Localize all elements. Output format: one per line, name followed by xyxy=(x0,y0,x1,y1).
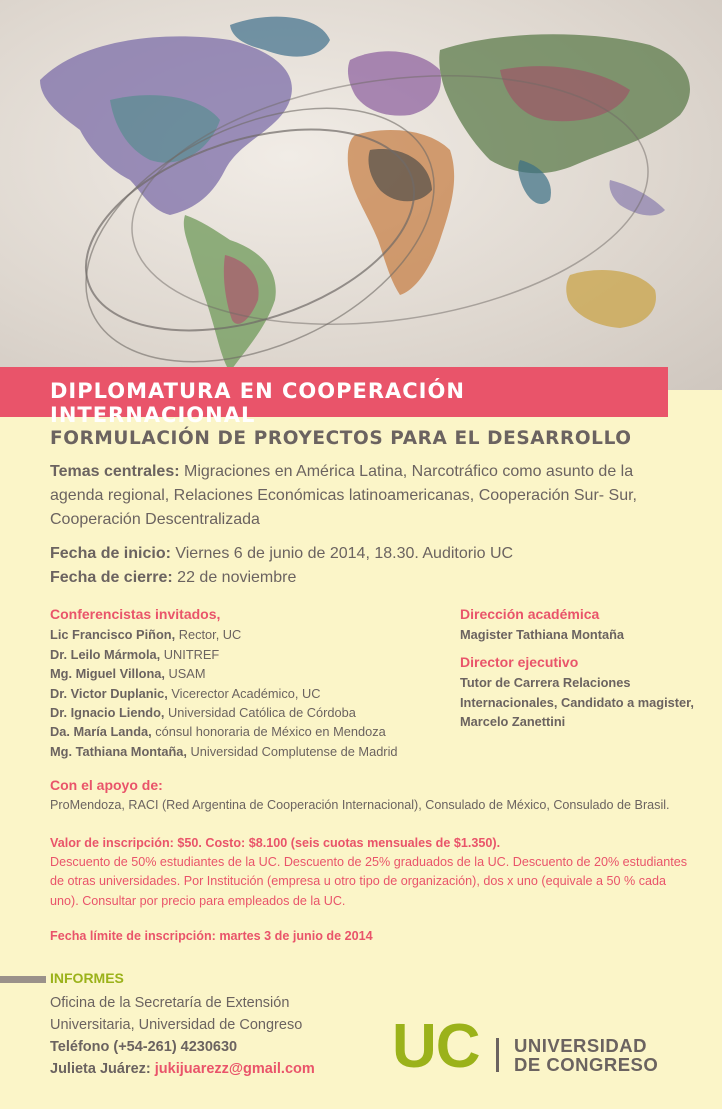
speaker-item xyxy=(50,742,450,761)
program-title-banner xyxy=(0,367,668,427)
end-date-value: 22 de noviembre xyxy=(172,569,297,586)
world-map-illustration xyxy=(0,0,722,390)
speaker-item xyxy=(50,703,450,722)
contact-email-link[interactable]: jukijuarezz@gmail.com xyxy=(154,1061,315,1077)
dates-block xyxy=(50,542,690,590)
support-text: ProMendoza, RACI (Red Argentina de Cooperación Internacional), Consulado de México, Consulado de Brasil. xyxy=(50,798,670,812)
support-heading: Con el apoyo de: xyxy=(50,777,163,793)
academic-direction-value: Magister Tathiana Montaña xyxy=(460,627,625,643)
support-block xyxy=(50,776,710,815)
start-date-value: Viernes 6 de junio de 2014, 18.30. Auditorio UC xyxy=(170,545,514,562)
academic-direction xyxy=(460,605,700,645)
speaker-item xyxy=(50,625,450,644)
speaker-role: Rector, UC xyxy=(175,627,242,643)
academic-direction-heading: Dirección académica xyxy=(460,606,600,622)
program-subtitle: FORMULACIÓN DE PROYECTOS PARA EL DESARROLLO xyxy=(50,428,632,449)
speaker-name: Da. María Landa, xyxy=(50,724,152,740)
speaker-item xyxy=(50,645,450,664)
speaker-role: cónsul honoraria de México en Mendoza xyxy=(151,724,386,740)
speakers-list xyxy=(50,605,450,761)
start-date-line xyxy=(50,542,690,566)
speakers-heading: Conferencistas invitados, xyxy=(50,606,221,622)
contact-block xyxy=(50,992,390,1080)
speaker-name: Lic Francisco Piñon, xyxy=(50,627,176,643)
end-date-label: Fecha de cierre: xyxy=(50,569,173,586)
logo-separator xyxy=(496,1038,499,1072)
university-logo xyxy=(392,1014,692,1084)
topics-label: Temas centrales: xyxy=(50,463,180,480)
office-line-2: Universitaria, Universidad de Congreso xyxy=(50,1017,303,1033)
informes-marker xyxy=(0,976,46,983)
topics-paragraph xyxy=(50,460,690,532)
speaker-name: Dr. Leilo Mármola, xyxy=(50,646,161,662)
speaker-item xyxy=(50,664,450,683)
start-date-label: Fecha de inicio: xyxy=(50,545,171,562)
executive-direction-value: Tutor de Carrera Relaciones Internacionales, Candidato a magister, Marcelo Zanettini xyxy=(460,675,694,730)
program-title: DIPLOMATURA EN COOPERACIÓN INTERNACIONAL xyxy=(50,379,465,427)
topics-text: Migraciones en América Latina, Narcotráfico como asunto de la agenda regional, Relaciones Económicas latinoamericanas, Cooperación Sur- Sur, Cooperación Descentralizada xyxy=(50,463,637,528)
end-date-line xyxy=(50,566,690,590)
contact-name: Julieta Juárez: xyxy=(50,1061,151,1077)
speaker-role: Universidad Católica de Córdoba xyxy=(164,705,356,721)
fee-details: Descuento de 50% estudiantes de la UC. Descuento de 25% graduados de la UC. Descuento de 20% estudiantes de otras universidades. Por Institución (empresa u otro tipo de organización), dos x uno (equivale a 50 % cada uno). Consultar por precio para empleados de la UC. xyxy=(50,855,688,908)
office-line-1: Oficina de la Secretaría de Extensión xyxy=(50,995,290,1011)
informes-title: INFORMES xyxy=(50,970,124,986)
logo-name xyxy=(514,1036,658,1074)
world-map-image xyxy=(0,0,722,390)
fee-block xyxy=(50,834,690,911)
email-line xyxy=(50,1058,390,1080)
phone-line: Teléfono (+54-261) 4230630 xyxy=(50,1039,238,1055)
direction-block xyxy=(460,605,700,739)
speaker-name: Dr. Victor Duplanic, xyxy=(50,685,168,701)
logo-name-line-2: DE CONGRESO xyxy=(514,1054,659,1075)
executive-direction-heading: Director ejecutivo xyxy=(460,653,579,670)
speaker-role: UNITREF xyxy=(160,646,220,662)
speaker-name: Dr. Ignacio Liendo, xyxy=(50,705,165,721)
logo-mark: UC xyxy=(392,1012,480,1081)
speaker-role: USAM xyxy=(164,666,206,682)
speaker-name: Mg. Tathiana Montaña, xyxy=(50,743,187,759)
speaker-role: Universidad Complutense de Madrid xyxy=(186,743,398,759)
registration-deadline: Fecha límite de inscripción: martes 3 de junio de 2014 xyxy=(50,929,373,943)
fee-headline: Valor de inscripción: $50. Costo: $8.100 (seis cuotas mensuales de $1.350). xyxy=(50,836,501,850)
speaker-item xyxy=(50,722,450,741)
speaker-name: Mg. Miguel Villona, xyxy=(50,666,165,682)
speaker-item xyxy=(50,684,450,703)
speaker-role: Vicerector Académico, UC xyxy=(167,685,321,701)
executive-direction xyxy=(460,653,700,732)
logo-name-line-1: UNIVERSIDAD xyxy=(514,1035,647,1056)
